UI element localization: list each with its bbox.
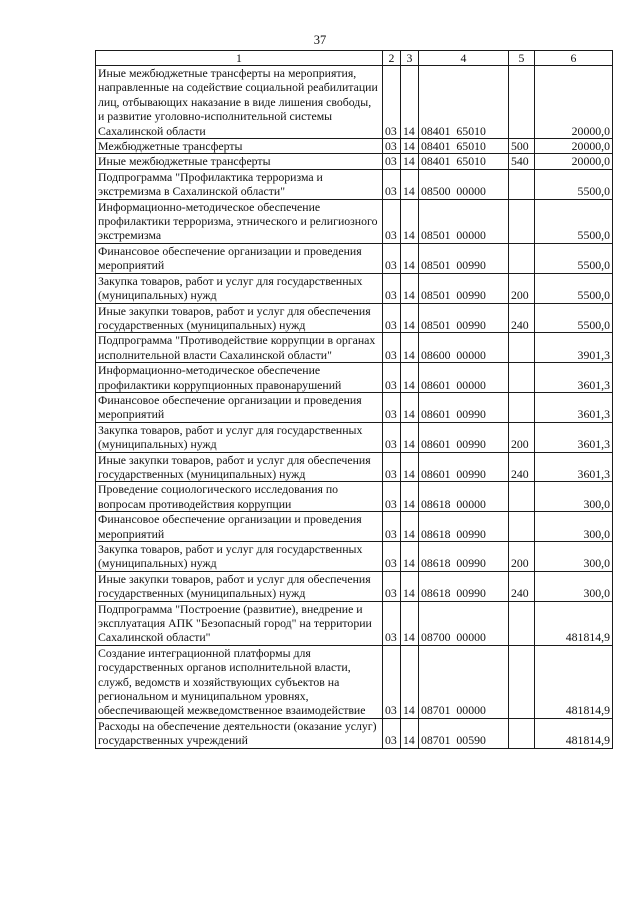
row-subsection-cell: 14 — [401, 154, 419, 169]
column-header: 2 — [383, 51, 401, 66]
row-section-cell: 03 — [383, 601, 401, 645]
row-expense-type-cell — [509, 333, 535, 363]
row-section-cell: 03 — [383, 571, 401, 601]
table-row — [96, 199, 613, 243]
row-section-cell: 03 — [383, 363, 401, 393]
row-subsection-cell: 14 — [401, 169, 419, 199]
row-name-cell: Финансовое обеспечение организации и проведения мероприятий — [96, 243, 383, 273]
row-amount-cell: 5500,0 — [535, 303, 613, 333]
row-subsection-cell: 14 — [401, 66, 419, 139]
row-subsection-cell: 14 — [401, 199, 419, 243]
row-section-cell: 03 — [383, 392, 401, 422]
row-expense-type-cell — [509, 199, 535, 243]
row-section-cell: 03 — [383, 333, 401, 363]
row-subsection-cell: 14 — [401, 139, 419, 154]
row-name-cell: Подпрограмма "Профилактика терроризма и экстремизма в Сахалинской области" — [96, 169, 383, 199]
page-number: 37 — [313, 33, 327, 47]
row-expense-type-cell: 500 — [509, 139, 535, 154]
row-amount-cell: 3601,3 — [535, 392, 613, 422]
row-amount-cell: 481814,9 — [535, 601, 613, 645]
row-name-cell: Межбюджетные трансферты — [96, 139, 383, 154]
row-name-cell: Подпрограмма "Построение (развитие), внедрение и эксплуатация АПК "Безопасный город" на территории Сахалинской области" — [96, 601, 383, 645]
row-section-cell: 03 — [383, 169, 401, 199]
row-target-article-cell: 08618 00990 — [419, 512, 509, 542]
table-row — [96, 139, 613, 154]
table-row — [96, 601, 613, 645]
row-expense-type-cell — [509, 601, 535, 645]
row-name-cell: Иные межбюджетные трансферты — [96, 154, 383, 169]
row-amount-cell: 300,0 — [535, 571, 613, 601]
row-target-article-cell: 08501 00000 — [419, 199, 509, 243]
column-header: 3 — [401, 51, 419, 66]
row-name-cell: Финансовое обеспечение организации и проведения мероприятий — [96, 392, 383, 422]
row-section-cell: 03 — [383, 542, 401, 572]
table-row — [96, 571, 613, 601]
row-section-cell: 03 — [383, 199, 401, 243]
row-subsection-cell: 14 — [401, 363, 419, 393]
row-target-article-cell: 08601 00990 — [419, 452, 509, 482]
row-target-article-cell: 08601 00000 — [419, 363, 509, 393]
table-row — [96, 422, 613, 452]
row-expense-type-cell — [509, 169, 535, 199]
row-name-cell: Создание интеграционной платформы для государственных органов исполнительной власти, служб, ведомств и хозяйствующих субъектов на региональном и муниципальном уровнях, обеспечивающей межведомственное взаимодействие — [96, 645, 383, 718]
row-subsection-cell: 14 — [401, 273, 419, 303]
table-row — [96, 645, 613, 718]
table-row — [96, 303, 613, 333]
row-target-article-cell: 08618 00990 — [419, 542, 509, 572]
budget-table — [95, 50, 613, 749]
row-amount-cell: 3901,3 — [535, 333, 613, 363]
table-row — [96, 452, 613, 482]
row-amount-cell: 3601,3 — [535, 422, 613, 452]
row-target-article-cell: 08701 00590 — [419, 718, 509, 748]
row-target-article-cell: 08601 00990 — [419, 422, 509, 452]
table-row — [96, 243, 613, 273]
row-subsection-cell: 14 — [401, 452, 419, 482]
row-section-cell: 03 — [383, 452, 401, 482]
row-section-cell: 03 — [383, 718, 401, 748]
row-target-article-cell: 08501 00990 — [419, 273, 509, 303]
row-target-article-cell: 08601 00990 — [419, 392, 509, 422]
row-section-cell: 03 — [383, 645, 401, 718]
table-row — [96, 66, 613, 139]
row-amount-cell: 3601,3 — [535, 363, 613, 393]
row-name-cell: Подпрограмма "Противодействие коррупции в органах исполнительной власти Сахалинской области" — [96, 333, 383, 363]
row-target-article-cell: 08701 00000 — [419, 645, 509, 718]
row-name-cell: Иные межбюджетные трансферты на мероприятия, направленные на содействие социальной реабилитации лиц, отбывающих наказание в виде лишения свободы, и развитие уголовно-исполнительной системы Сахалинской области — [96, 66, 383, 139]
row-name-cell: Финансовое обеспечение организации и проведения мероприятий — [96, 512, 383, 542]
row-expense-type-cell: 200 — [509, 273, 535, 303]
row-name-cell: Закупка товаров, работ и услуг для государственных (муниципальных) нужд — [96, 542, 383, 572]
row-section-cell: 03 — [383, 139, 401, 154]
row-name-cell: Закупка товаров, работ и услуг для государственных (муниципальных) нужд — [96, 422, 383, 452]
row-section-cell: 03 — [383, 243, 401, 273]
table-row — [96, 392, 613, 422]
row-expense-type-cell: 240 — [509, 571, 535, 601]
row-target-article-cell: 08401 65010 — [419, 139, 509, 154]
row-expense-type-cell: 200 — [509, 422, 535, 452]
row-subsection-cell: 14 — [401, 303, 419, 333]
row-subsection-cell: 14 — [401, 542, 419, 572]
row-name-cell: Информационно-методическое обеспечение профилактики коррупционных правонарушений — [96, 363, 383, 393]
row-amount-cell: 300,0 — [535, 482, 613, 512]
table-row — [96, 273, 613, 303]
row-expense-type-cell — [509, 482, 535, 512]
row-subsection-cell: 14 — [401, 601, 419, 645]
row-subsection-cell: 14 — [401, 422, 419, 452]
row-amount-cell: 481814,9 — [535, 645, 613, 718]
row-target-article-cell: 08700 00000 — [419, 601, 509, 645]
table-row — [96, 512, 613, 542]
row-subsection-cell: 14 — [401, 482, 419, 512]
row-target-article-cell: 08618 00000 — [419, 482, 509, 512]
row-name-cell: Иные закупки товаров, работ и услуг для обеспечения государственных (муниципальных) нужд — [96, 303, 383, 333]
row-target-article-cell: 08618 00990 — [419, 571, 509, 601]
table-row — [96, 482, 613, 512]
row-amount-cell: 5500,0 — [535, 243, 613, 273]
row-subsection-cell: 14 — [401, 571, 419, 601]
row-subsection-cell: 14 — [401, 645, 419, 718]
row-expense-type-cell: 240 — [509, 303, 535, 333]
row-section-cell: 03 — [383, 482, 401, 512]
row-amount-cell: 5500,0 — [535, 169, 613, 199]
row-expense-type-cell — [509, 363, 535, 393]
row-subsection-cell: 14 — [401, 243, 419, 273]
row-amount-cell: 20000,0 — [535, 66, 613, 139]
row-expense-type-cell — [509, 392, 535, 422]
row-target-article-cell: 08501 00990 — [419, 243, 509, 273]
row-target-article-cell: 08401 65010 — [419, 154, 509, 169]
row-section-cell: 03 — [383, 512, 401, 542]
row-amount-cell: 5500,0 — [535, 273, 613, 303]
row-section-cell: 03 — [383, 422, 401, 452]
row-amount-cell: 300,0 — [535, 512, 613, 542]
table-row — [96, 542, 613, 572]
row-section-cell: 03 — [383, 273, 401, 303]
column-header: 5 — [509, 51, 535, 66]
row-expense-type-cell — [509, 718, 535, 748]
row-name-cell: Закупка товаров, работ и услуг для государственных (муниципальных) нужд — [96, 273, 383, 303]
row-name-cell: Иные закупки товаров, работ и услуг для обеспечения государственных (муниципальных) нужд — [96, 452, 383, 482]
row-amount-cell: 20000,0 — [535, 139, 613, 154]
table-row — [96, 363, 613, 393]
row-expense-type-cell — [509, 645, 535, 718]
row-subsection-cell: 14 — [401, 392, 419, 422]
row-section-cell: 03 — [383, 66, 401, 139]
row-subsection-cell: 14 — [401, 718, 419, 748]
row-amount-cell: 20000,0 — [535, 154, 613, 169]
row-subsection-cell: 14 — [401, 333, 419, 363]
row-name-cell: Информационно-методическое обеспечение профилактики терроризма, этнического и религиозного экстремизма — [96, 199, 383, 243]
row-section-cell: 03 — [383, 303, 401, 333]
row-expense-type-cell: 200 — [509, 542, 535, 572]
column-header: 1 — [96, 51, 383, 66]
row-name-cell: Проведение социологического исследования по вопросам противодействия коррупции — [96, 482, 383, 512]
row-target-article-cell: 08500 00000 — [419, 169, 509, 199]
column-header: 4 — [419, 51, 509, 66]
row-target-article-cell: 08600 00000 — [419, 333, 509, 363]
row-expense-type-cell — [509, 243, 535, 273]
row-expense-type-cell — [509, 512, 535, 542]
row-expense-type-cell — [509, 66, 535, 139]
table-row — [96, 718, 613, 748]
row-name-cell: Иные закупки товаров, работ и услуг для обеспечения государственных (муниципальных) нужд — [96, 571, 383, 601]
row-expense-type-cell: 240 — [509, 452, 535, 482]
table-header-row — [96, 51, 613, 66]
table-row — [96, 169, 613, 199]
row-subsection-cell: 14 — [401, 512, 419, 542]
row-amount-cell: 3601,3 — [535, 452, 613, 482]
table-row — [96, 333, 613, 363]
row-amount-cell: 300,0 — [535, 542, 613, 572]
row-name-cell: Расходы на обеспечение деятельности (оказание услуг) государственных учреждений — [96, 718, 383, 748]
row-target-article-cell: 08401 65010 — [419, 66, 509, 139]
table-row — [96, 154, 613, 169]
row-target-article-cell: 08501 00990 — [419, 303, 509, 333]
row-expense-type-cell: 540 — [509, 154, 535, 169]
row-amount-cell: 5500,0 — [535, 199, 613, 243]
row-amount-cell: 481814,9 — [535, 718, 613, 748]
column-header: 6 — [535, 51, 613, 66]
row-section-cell: 03 — [383, 154, 401, 169]
